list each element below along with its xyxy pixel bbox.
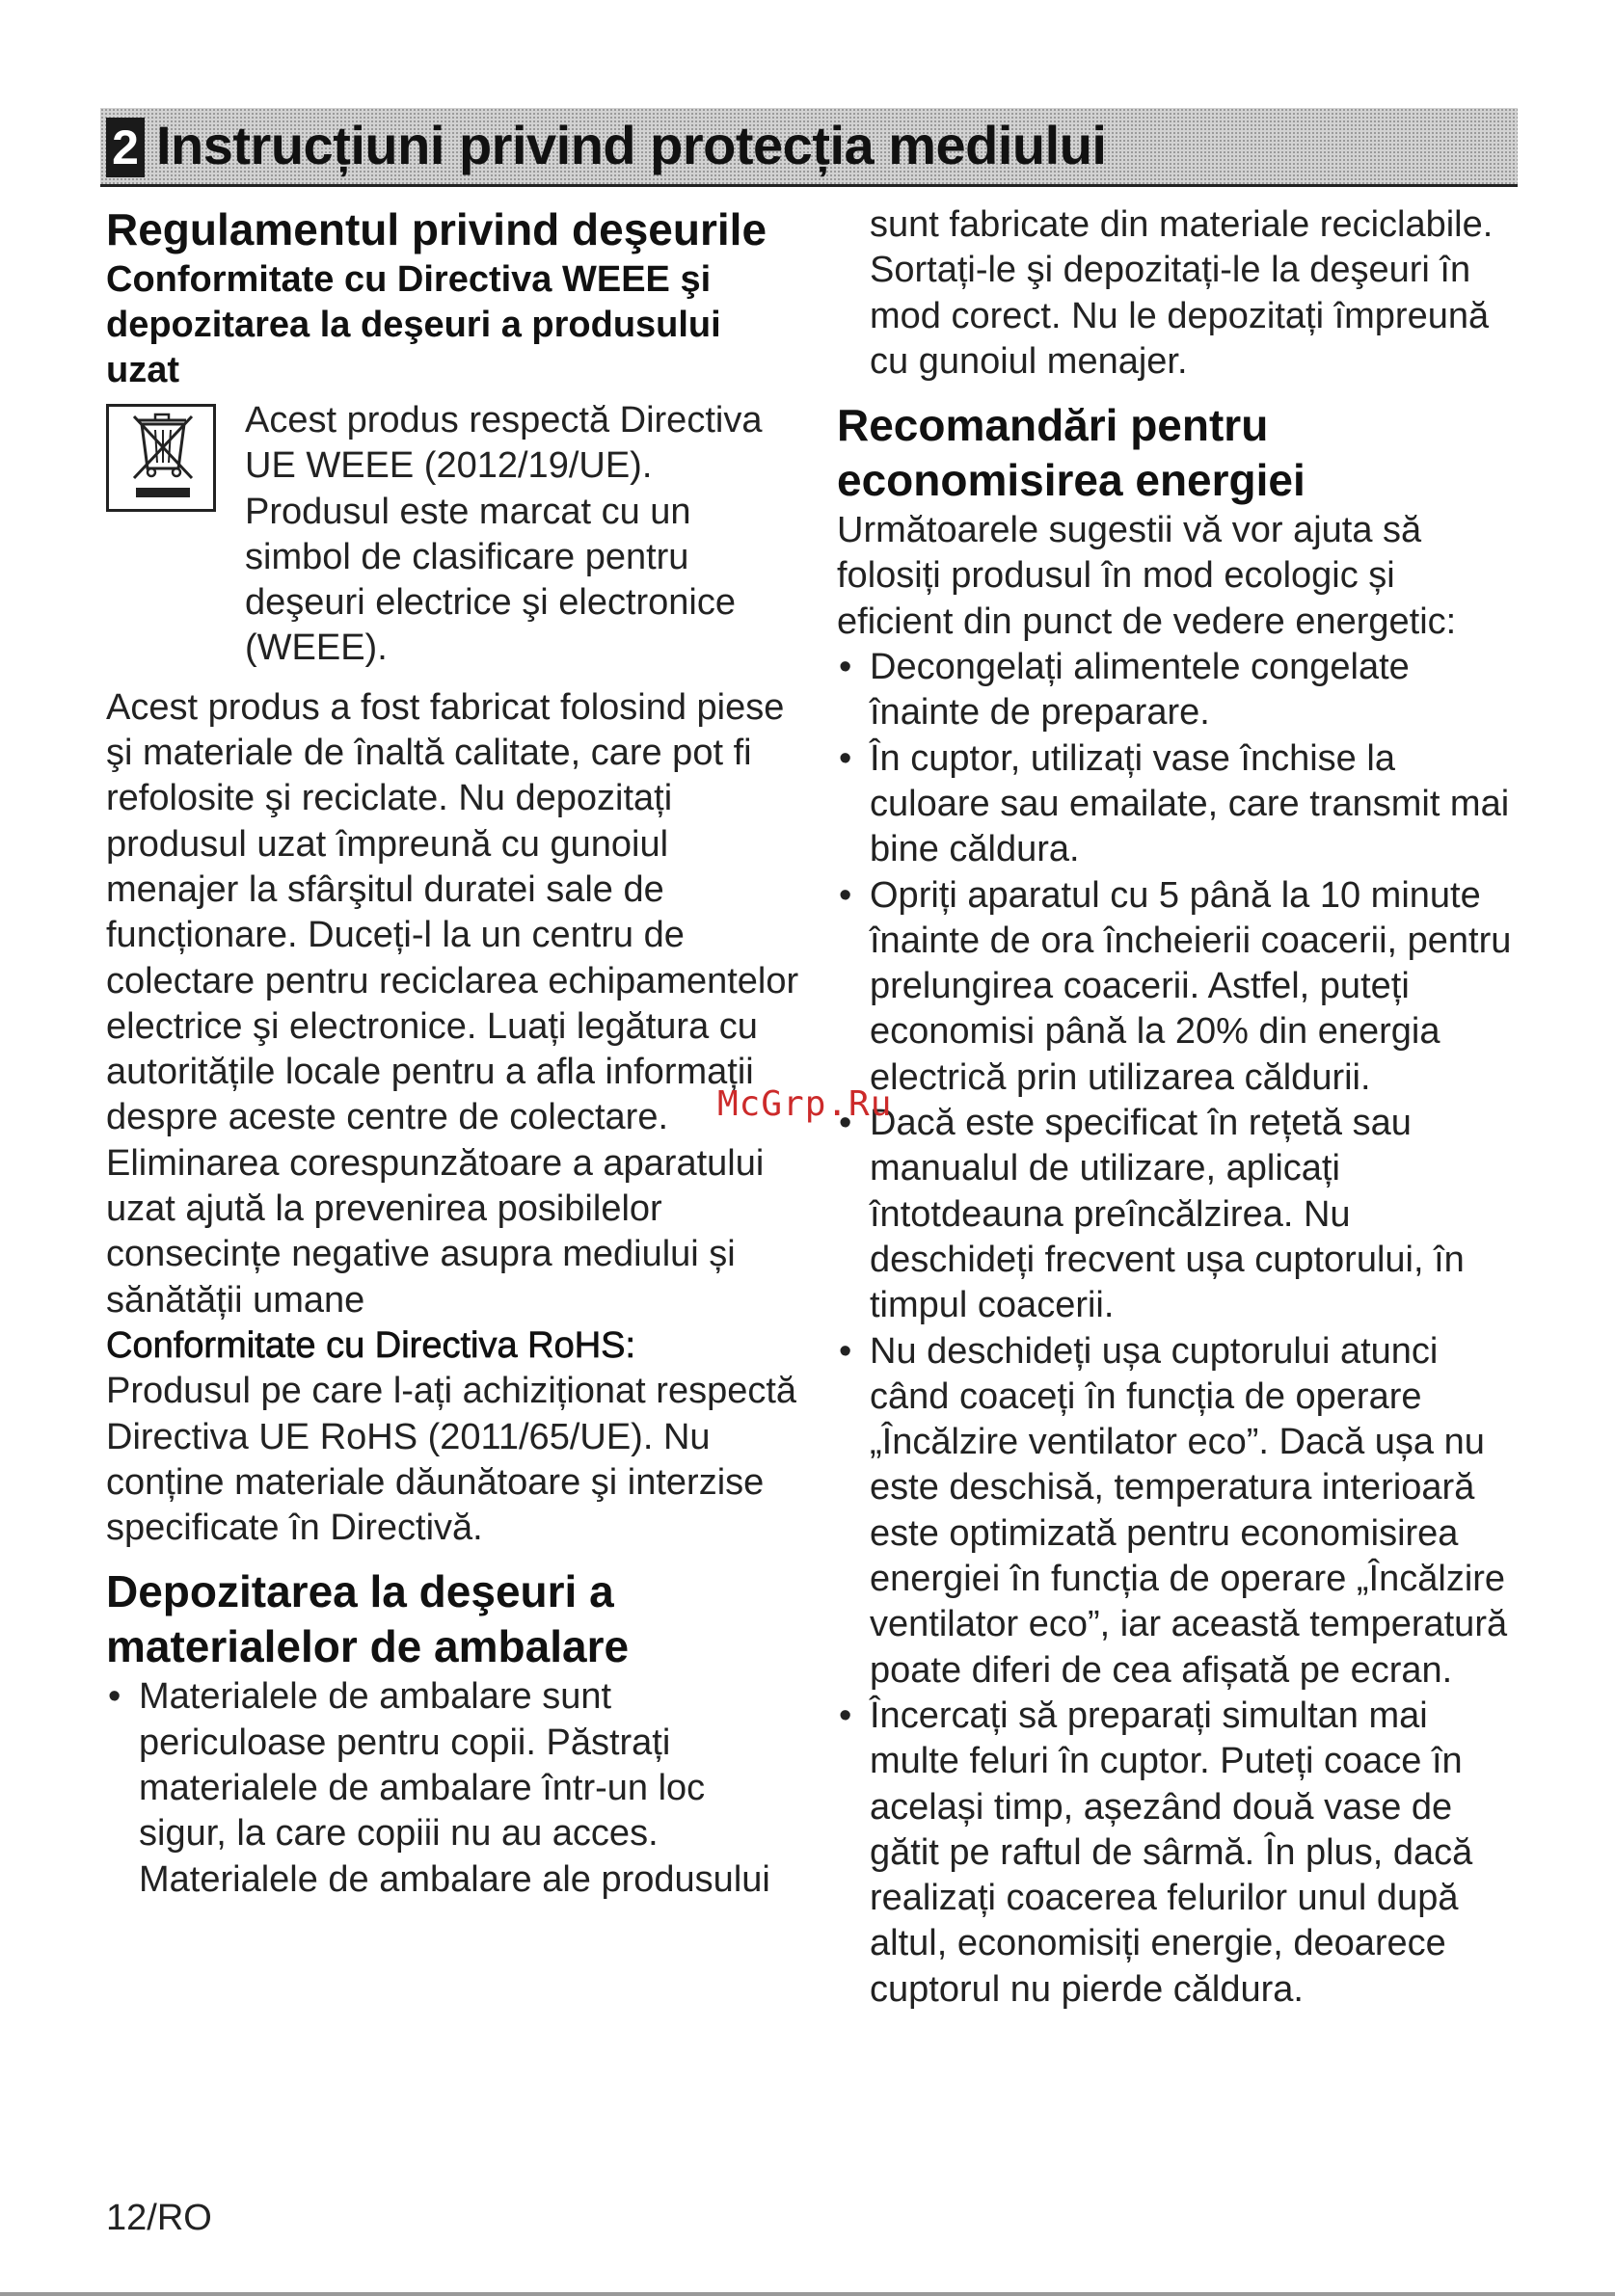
bottom-divider <box>0 2292 1615 2296</box>
section-number: 2 <box>106 118 145 177</box>
crossed-bin-icon <box>106 404 216 512</box>
weee-compliance-subheading: Conformitate cu Directiva WEEE şi depozitarea la deşeuri a produsului uzat <box>106 259 721 390</box>
rohs-heading: Conformitate cu Directiva RoHS: <box>106 1324 636 1366</box>
section-banner <box>100 108 1518 187</box>
energy-tip: • În cuptor, utilizați vase închise la culoare sau emailate, care transmit mai bine căldura. <box>837 736 1512 873</box>
watermark: McGrp.Ru <box>717 1084 893 1124</box>
energy-tips-list <box>837 645 1512 2013</box>
recycling-paragraph: Acest produs a fost fabricat folosind piese şi materiale de înaltă calitate, care pot fi refolosite şi reciclate. Nu depozitați produsul uzat împreună cu gunoiul menajer la sfârşitul duratei sale de funcționare. Duceți-l la un centru de colectare pentru reciclarea echipamentelor electrice şi electronice. Luați legătura cu autoritățile locale pentru a afla informații despre aceste centre de colectare. <box>106 686 799 1138</box>
energy-tip: • Nu deschideți ușa cuptorului atunci când coaceți în funcția de operare „Încălzire ventilator eco”. Dacă ușa nu este deschisă, temperatura interioară este optimizată pentru economisirea energiei în funcția de operare „Încălzire ventilator eco”, iar această temperatură poate diferi de cea afișată pe ecran. <box>837 1329 1512 1694</box>
packaging-bullet: • Materialele de ambalare sunt periculoase pentru copii. Păstrați materialele de ambalare într-un loc sigur, la care copiii nu au acces. Materialele de ambalare ale produsului <box>106 1674 800 1902</box>
energy-tip: • Opriți aparatul cu 5 până la 10 minute înainte de ora încheierii coacerii, pentru prelungirea coacerii. Astfel, puteți economisi până la 20% din energia electrică prin utilizarea căldurii. <box>837 873 1512 1101</box>
energy-saving-heading: Recomandări pentru economisirea energiei <box>837 400 1305 506</box>
weee-block <box>106 398 800 672</box>
energy-intro: Următoarele sugestii vă vor ajuta să folosiți produsul în mod ecologic și eficient din punct de vedere energetic: <box>837 510 1457 642</box>
rohs-paragraph: Produsul pe care l-ați achiziționat respectă Directiva UE RoHS (2011/65/UE). Nu conține materiale dăunătoare şi interzise specificate în Directivă. <box>106 1371 797 1549</box>
page-number: 12/RO <box>106 2198 212 2238</box>
section-title: Instrucțiuni privind protecția mediului <box>156 115 1107 175</box>
packaging-heading: Depozitarea la deşeuri a materialelor de ambalare <box>106 1566 630 1672</box>
packaging-list <box>106 1674 800 1902</box>
energy-tip: • Încercați să preparați simultan mai multe feluri în cuptor. Puteți coace în același timp, așezând două vase de gătit pe raftul de sârmă. În plus, dacă realizați coacerea felurilor unul după altul, economisiți energie, deoarece cuptorul nu pierde căldura. <box>837 1694 1512 2013</box>
energy-tip: • Dacă este specificat în rețetă sau manualul de utilizare, aplicați întotdeauna preîncălzirea. Nu deschideți frecvent ușa cuptorului, în timpul coacerii. <box>837 1101 1512 1328</box>
disposal-paragraph: Eliminarea corespunzătoare a aparatului uzat ajută la prevenirea posibilelor consecințe negative asupra mediului și sănătății umane <box>106 1142 765 1321</box>
waste-regulation-heading: Regulamentul privind deşeurile <box>106 204 767 254</box>
left-column <box>106 202 800 1903</box>
right-column <box>837 202 1512 2013</box>
energy-tip: • Decongelați alimentele congelate înainte de preparare. <box>837 645 1512 736</box>
packaging-continued: sunt fabricate din materiale reciclabile. Sortați-le şi depozitați-le la deşeuri în mod corect. Nu le depozitați împreună cu gunoiul menajer. <box>870 204 1494 382</box>
weee-description: Acest produs respectă Directiva UE WEEE (2012/19/UE). Produsul este marcat cu un simbol de clasificare pentru deşeuri electrice şi electronice (WEEE). <box>245 400 763 669</box>
